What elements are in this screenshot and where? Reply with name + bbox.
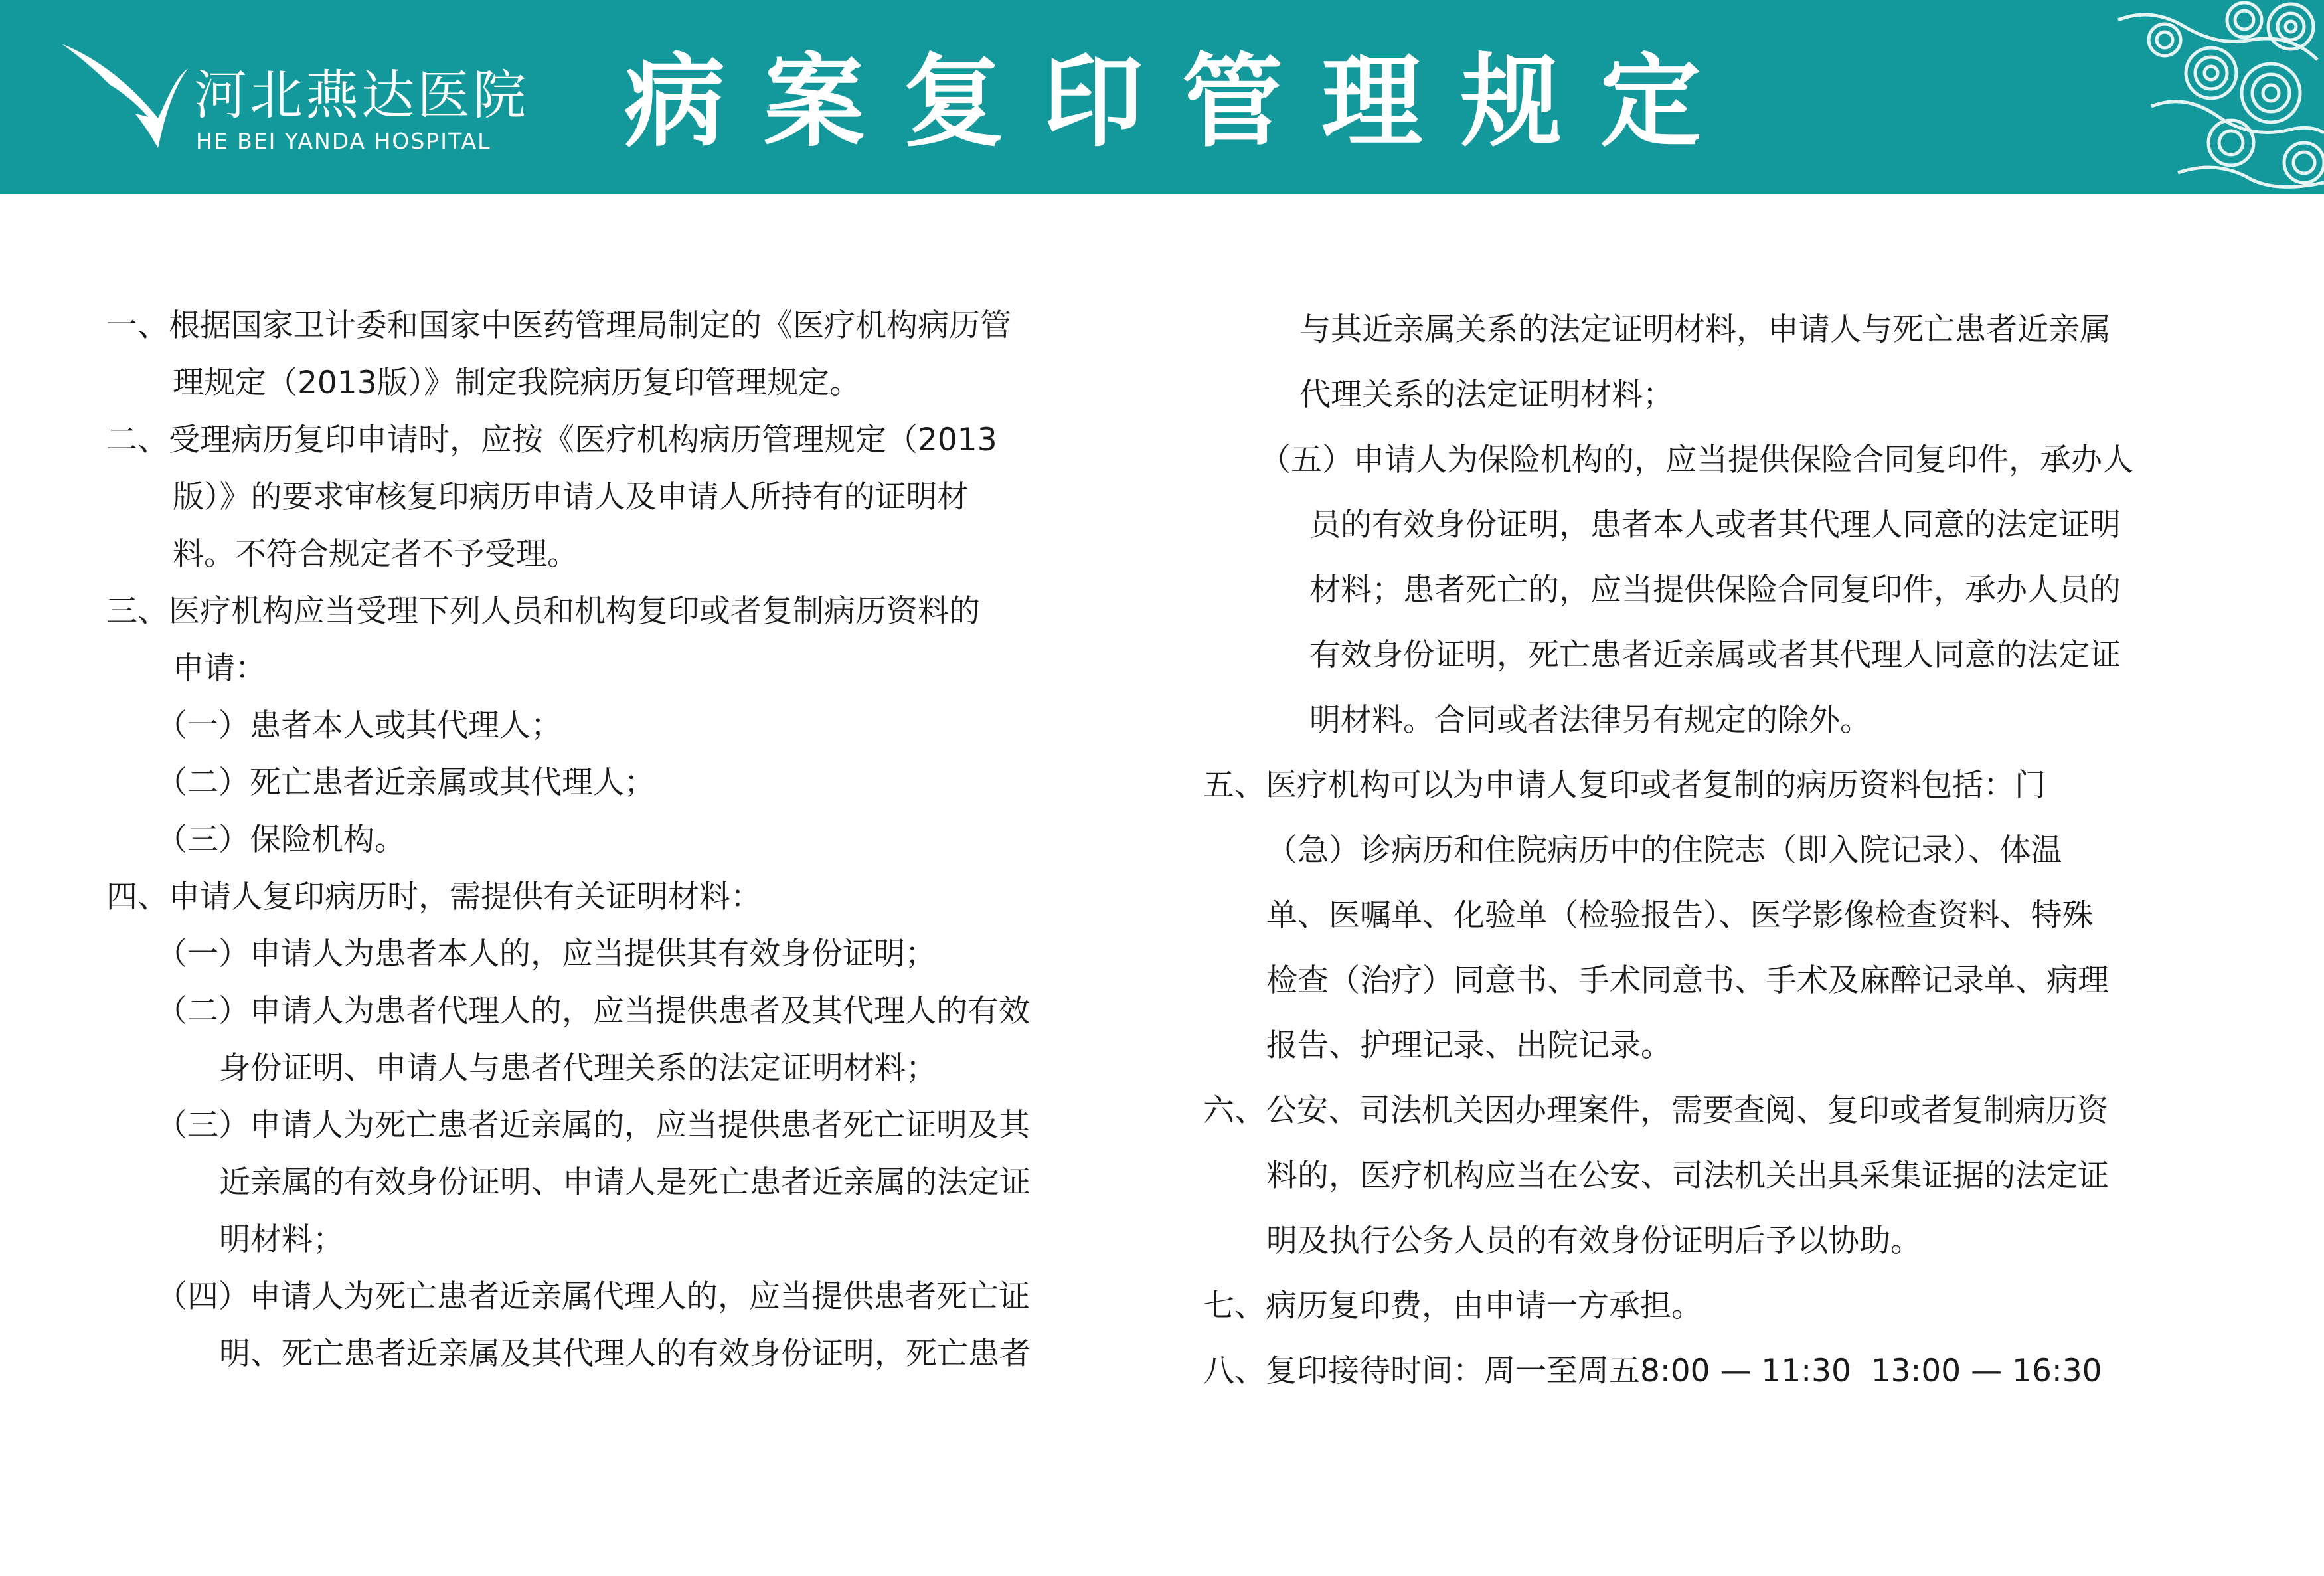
rule-2-line-2: 版）》的要求审核复印病历申请人及申请人所持有的证明材 (173, 479, 969, 515)
rule-5-line-1: 五、医疗机构可以为申请人复印或者复制的病历资料包括：门 (1203, 767, 2046, 804)
page-title: 病案复印管理规定 (624, 43, 1740, 161)
rule-4-item-4-line-3: 与其近亲属关系的法定证明材料，申请人与死亡患者近亲属 (1299, 311, 2111, 348)
rule-8: 八、复印接待时间：周一至周五8:00 — 11:30 13:00 — 16:30 (1203, 1353, 2102, 1389)
rule-1-line-1: 一、根据国家卫计委和国家中医药管理局制定的《医疗机构病历管 (106, 307, 1011, 344)
rule-3-item-3: （三）保险机构。 (156, 822, 406, 858)
rule-3-line-2: 申请： (173, 650, 266, 687)
rule-3-item-1: （一）患者本人或其代理人； (156, 707, 562, 744)
rule-3-line-1: 三、医疗机构应当受理下列人员和机构复印或者复制病历资料的 (106, 593, 980, 630)
rule-2-line-1: 二、受理病历复印申请时，应按《医疗机构病历管理规定（2013 (106, 422, 997, 458)
rule-4-item-4-line-2: 明、死亡患者近亲属及其代理人的有效身份证明，死亡患者 (219, 1336, 1031, 1372)
rule-4-item-4-line-1: （四）申请人为死亡患者近亲属代理人的，应当提供患者死亡证 (156, 1278, 1030, 1315)
left-column (106, 298, 1132, 1383)
cloud-ornament-icon (2078, 0, 2324, 194)
rule-4-item-1: （一）申请人为患者本人的，应当提供其有效身份证明； (156, 936, 936, 972)
header-banner (0, 0, 2324, 194)
rule-5-line-5: 报告、护理记录、出院记录。 (1266, 1027, 1672, 1064)
rule-4-item-4-line-4: 代理关系的法定证明材料； (1299, 377, 1674, 413)
right-column (1197, 298, 2232, 1404)
rule-4-item-5-line-3: 材料；患者死亡的，应当提供保险合同复印件，承办人员的 (1309, 572, 2121, 608)
rule-1-line-2: 理规定（2013版）》制定我院病历复印管理规定。 (173, 365, 861, 401)
rule-4-item-5-line-4: 有效身份证明，死亡患者近亲属或者其代理人同意的法定证 (1309, 637, 2121, 673)
hospital-name-en: HE BEI YANDA HOSPITAL (196, 128, 491, 154)
rule-4-item-5-line-5: 明材料。合同或者法律另有规定的除外。 (1309, 702, 1871, 739)
rule-4-item-3-line-3: 明材料； (219, 1221, 344, 1258)
rule-4-item-2-line-1: （二）申请人为患者代理人的，应当提供患者及其代理人的有效 (156, 993, 1030, 1029)
rule-5-line-3: 单、医嘱单、化验单（检验报告）、医学影像检查资料、特殊 (1266, 897, 2094, 934)
rule-6-line-3: 明及执行公务人员的有效身份证明后予以协助。 (1266, 1223, 1922, 1259)
rule-4-item-5-line-2: 员的有效身份证明，患者本人或者其代理人同意的法定证明 (1309, 507, 2121, 543)
rule-4-item-3-line-1: （三）申请人为死亡患者近亲属的，应当提供患者死亡证明及其 (156, 1107, 1030, 1144)
rule-6-line-2: 料的，医疗机构应当在公安、司法机关出具采集证据的法定证 (1266, 1158, 2109, 1194)
rule-4-line-1: 四、申请人复印病历时，需提供有关证明材料： (106, 879, 762, 915)
rule-4-item-2-line-2: 身份证明、申请人与患者代理关系的法定证明材料； (219, 1050, 937, 1087)
rule-4-item-3-line-2: 近亲属的有效身份证明、申请人是死亡患者近亲属的法定证 (219, 1164, 1031, 1201)
hospital-name-cn: 河北燕达医院 (194, 64, 529, 126)
rule-2-line-3: 料。不符合规定者不予受理。 (173, 536, 578, 572)
rule-7: 七、病历复印费，由申请一方承担。 (1203, 1288, 1702, 1324)
rule-3-item-2: （二）死亡患者近亲属或其代理人； (156, 764, 655, 801)
rule-5-line-4: 检查（治疗）同意书、手术同意书、手术及麻醉记录单、病理 (1266, 962, 2109, 999)
swallow-logo-icon (58, 39, 191, 151)
rule-4-item-5-line-1: （五）申请人为保险机构的，应当提供保险合同复印件，承办人 (1260, 442, 2133, 478)
rule-5-line-2: （急）诊病历和住院病历中的住院志（即入院记录）、体温 (1266, 832, 2062, 869)
rule-6-line-1: 六、公安、司法机关因办理案件，需要查阅、复印或者复制病历资 (1203, 1093, 2108, 1129)
